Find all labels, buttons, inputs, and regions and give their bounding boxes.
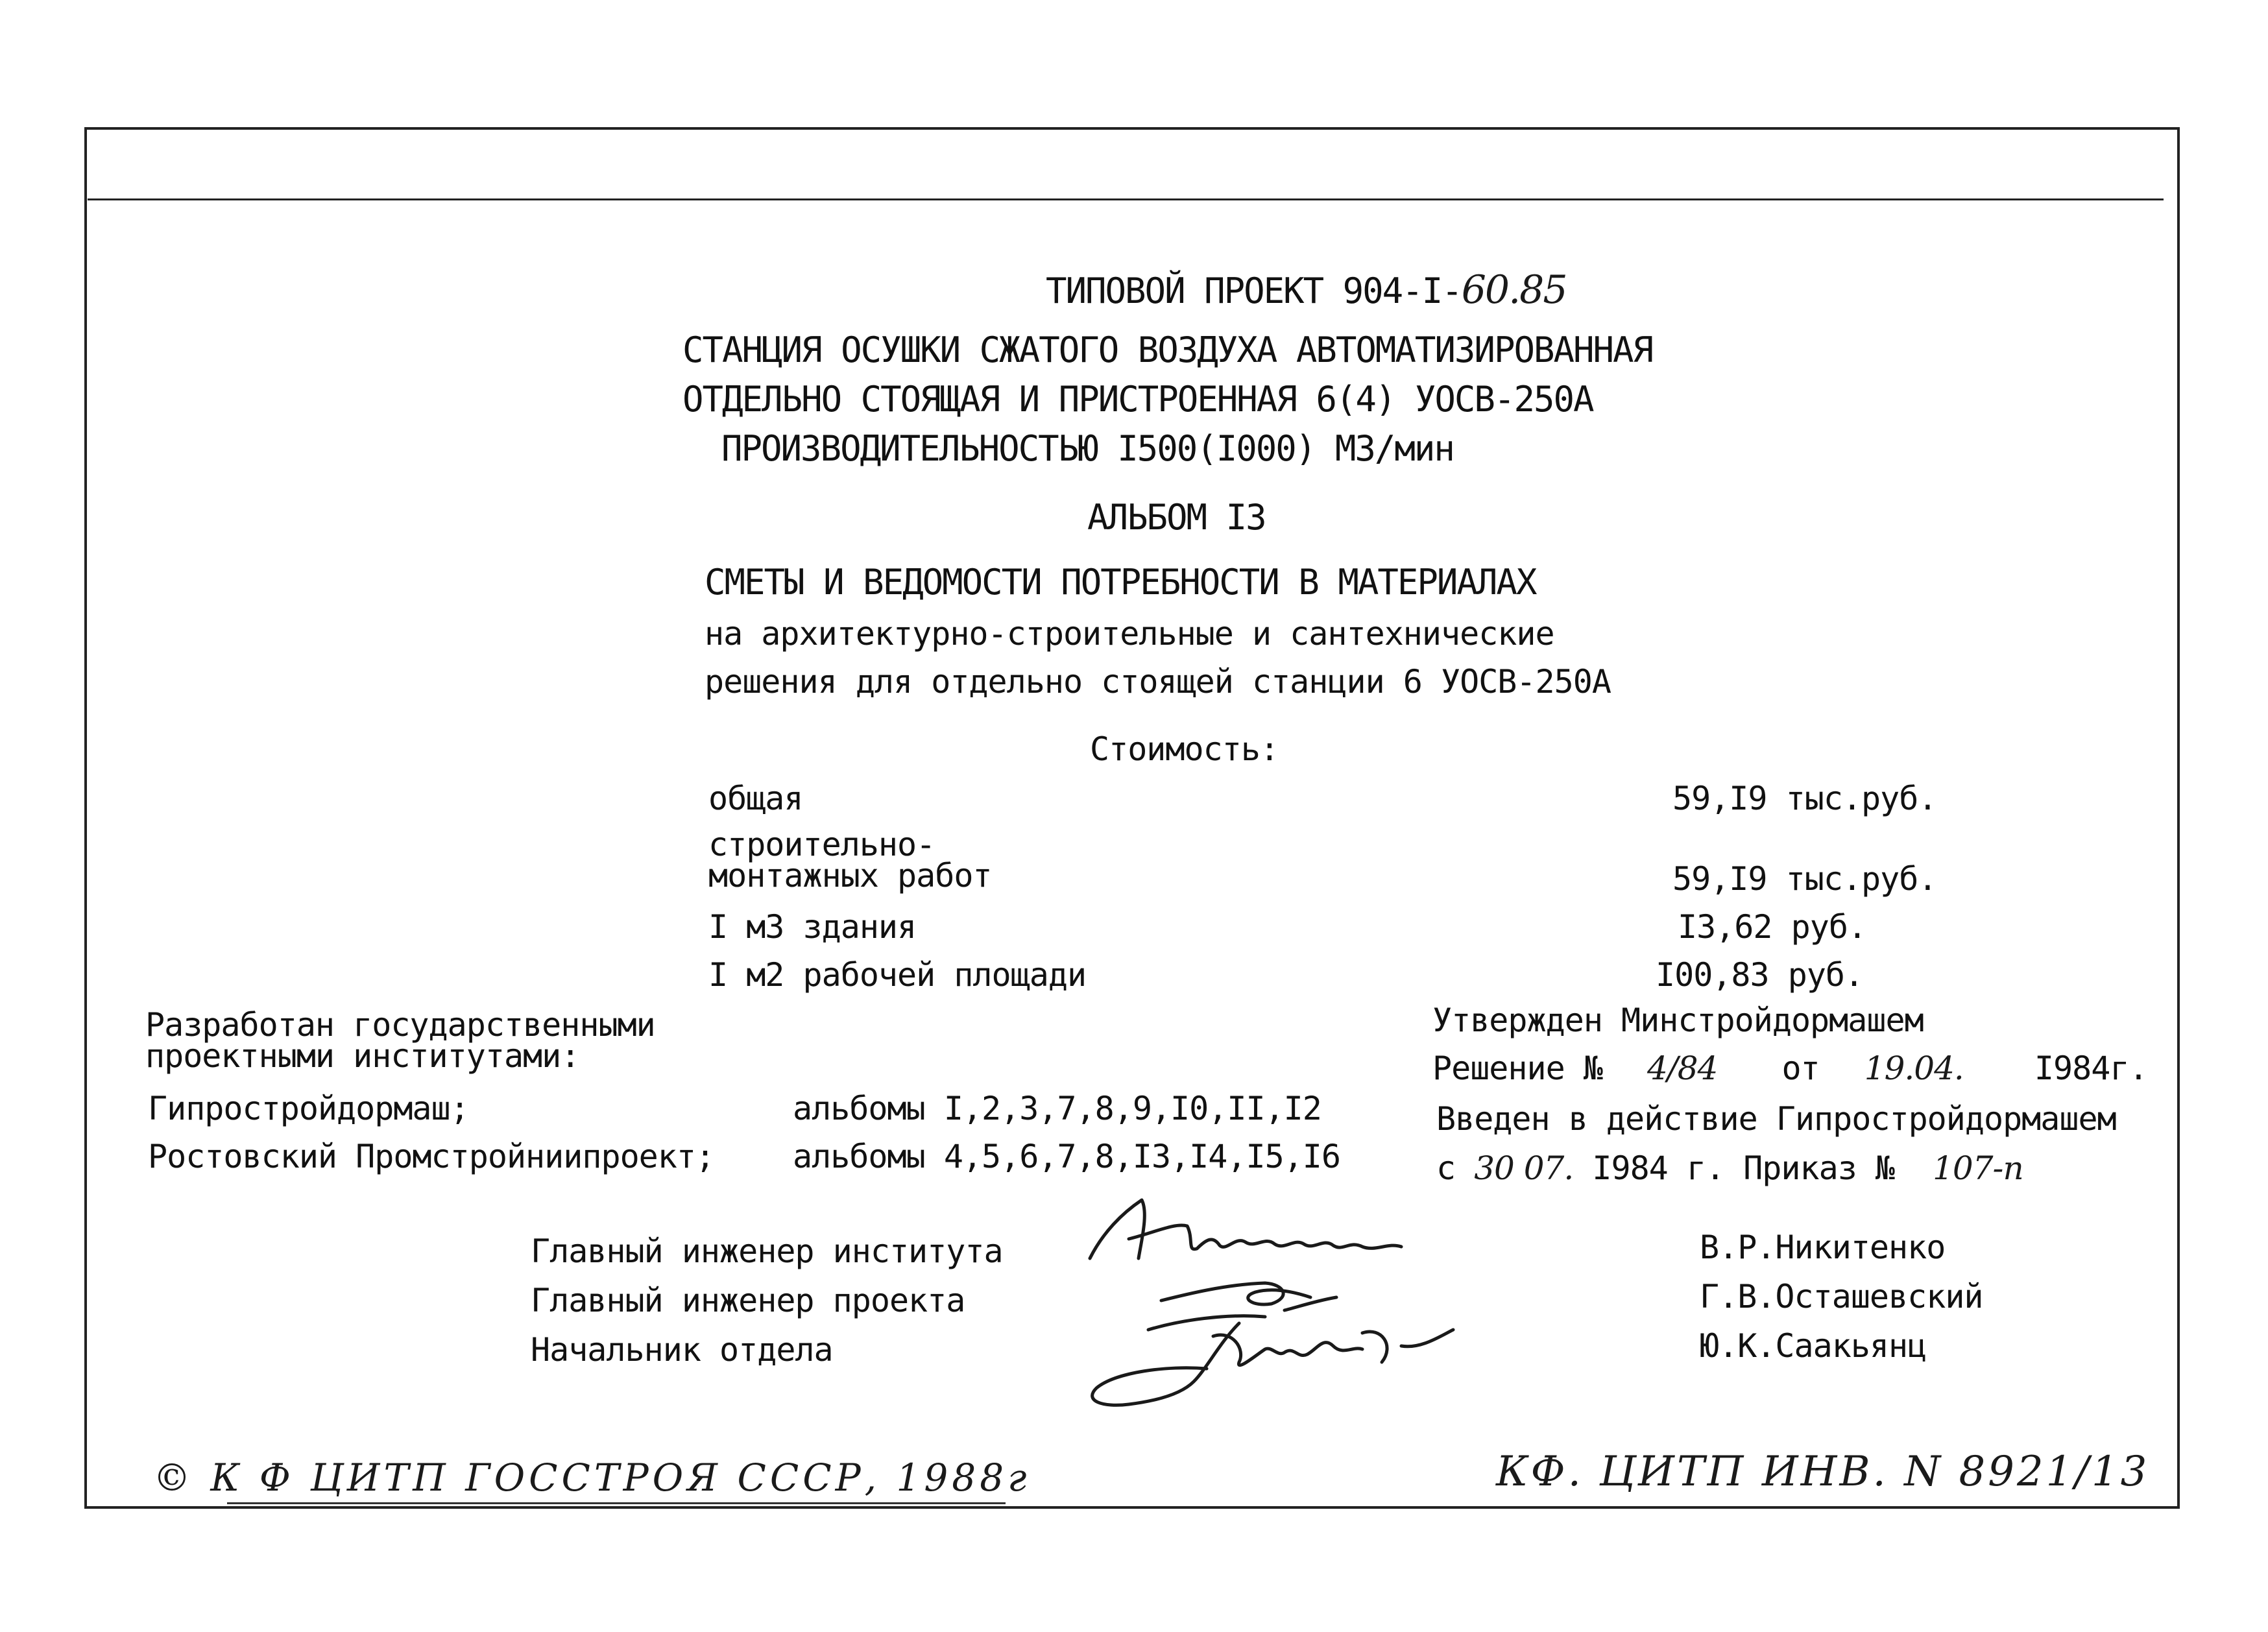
frame-right-line [2177,127,2180,1509]
frame-bottom-line [84,1506,2180,1509]
project-number-handwritten: 60.85 [1461,267,1567,313]
decision-from: от [1781,1050,1820,1087]
cost-label-per-m2: I м2 рабочей площади [708,956,1087,994]
subject-line-2: решения для отдельно стоящей станции 6 УОСВ-250А [705,663,1611,701]
project-code [1046,267,1567,313]
subject-heading: СМЕТЫ И ВЕДОМОСТИ ПОТРЕБНОСТИ В МАТЕРИАЛАХ [705,562,1536,603]
enacted-date-line [1436,1149,2023,1187]
enacted-line: Введен в действие Гипростройдормашем [1436,1100,2116,1138]
enacted-from: с [1436,1149,1456,1187]
institute-name-1: Гипростройдормаш; [148,1090,469,1127]
cost-value-per-m2: I00,83 руб. [1656,956,1864,994]
enacted-year-order: I984 г. Приказ № [1592,1149,1895,1187]
decision-number-handwritten: 4/84 [1647,1050,1718,1087]
cost-label-per-m3: I м3 здания [708,908,917,946]
frame-top-line [84,127,2180,130]
signature-name-2: Г.В.Осташевский [1700,1278,1983,1315]
decision-line [1432,1050,2148,1087]
enacted-date-handwritten: 30 07. [1474,1149,1574,1187]
title-line-2: ОТДЕЛЬНО СТОЯЩАЯ И ПРИСТРОЕННАЯ 6(4) УОСВ-250А [682,379,1593,420]
subject-line-1: на архитектурно-строительные и сантехнические [705,615,1554,653]
order-number-handwritten: 107-п [1933,1149,2023,1187]
institute-albums-1: альбомы I,2,3,7,8,9,I0,II,I2 [793,1090,1321,1127]
album-number: АЛЬБОМ I3 [1087,497,1266,538]
copyright-underline [227,1502,1006,1504]
cost-label-construction: строительно- монтажных работ [708,826,992,894]
cost-label-total: общая [708,780,803,817]
frame-header-line [88,198,2164,200]
signature-role-1: Главный инженер института [531,1232,1003,1270]
inventory-number: КФ. ЦИТП ИНВ. N 8921/13 [1496,1448,2150,1496]
copyright-stamp: © К Ф ЦИТП ГОССТРОЯ СССР, 1988г [153,1456,1031,1500]
approved-by: Утвержден Минстройдормашем [1432,1002,1924,1039]
signature-role-3: Начальник отдела [531,1331,833,1369]
signature-name-1: В.Р.Никитенко [1700,1229,1946,1266]
cost-value-total: 59,I9 тыс.руб. [1672,780,1937,817]
handwritten-signatures [1077,1187,1570,1446]
signature-name-3: Ю.К.Саакьянц [1700,1327,1927,1365]
cost-value-construction: 59,I9 тыс.руб. [1672,860,1937,898]
title-line-1: СТАНЦИЯ ОСУШКИ СЖАТОГО ВОЗДУХА АВТОМАТИЗИРОВАННАЯ [682,330,1653,370]
frame-left-line [84,127,87,1509]
developers-heading: Разработан государственными проектными институтами: [145,1006,655,1075]
cost-heading: Стоимость: [1090,730,1279,768]
cost-value-per-m3: I3,62 руб. [1678,908,1867,946]
institute-albums-2: альбомы 4,5,6,7,8,I3,I4,I5,I6 [793,1138,1340,1175]
project-label: ТИПОВОЙ ПРОЕКТ 904-I- [1046,270,1462,311]
title-line-3: ПРОИЗВОДИТЕЛЬНОСТЬЮ I500(I000) М3/мин [721,428,1454,469]
decision-year: I984г. [2034,1050,2148,1087]
signature-role-2: Главный инженер проекта [531,1282,965,1319]
decision-date-handwritten: 19.04. [1864,1050,1964,1087]
signature-3 [1092,1316,1453,1406]
institute-name-2: Ростовский Промстройниипроект; [148,1138,715,1175]
signature-1 [1090,1200,1401,1258]
signature-2 [1161,1283,1336,1310]
decision-prefix: Решение № [1432,1050,1602,1087]
